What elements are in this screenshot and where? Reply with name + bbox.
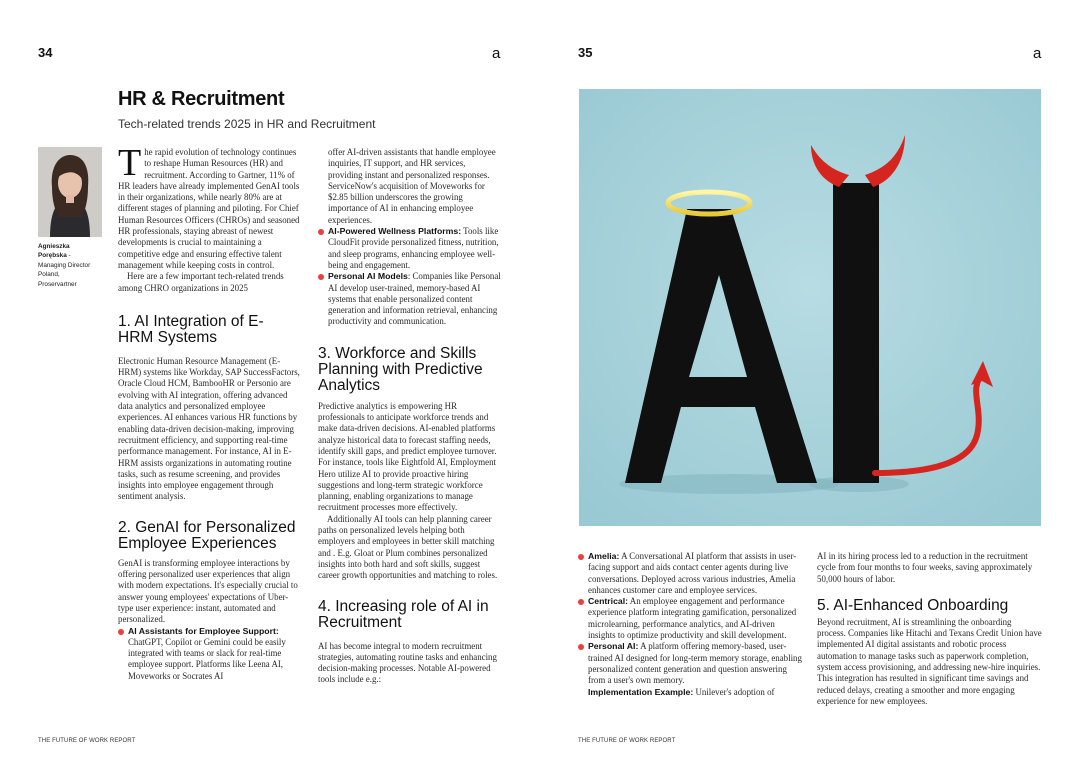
left-column-1 [118, 142, 302, 682]
bullet-text: ChatGPT, Copilot or Gemini could be easily integrated with teams or slack for real-time employee support. Platforms like Leena AI, Moveworks or Socrates AI [128, 636, 286, 681]
hero-illustration [579, 89, 1041, 526]
ai-angel-devil-image [579, 89, 1041, 526]
page-title: HR & Recruitment [118, 88, 285, 110]
bullet-text: Tools like CloudFit provide personalized fitness, nutrition, and sleep programs, enhancing employee well-being and engagement. [328, 226, 499, 270]
bullet-label: Centrical: [588, 596, 629, 607]
section-2-bullets [118, 626, 302, 682]
logo-left: a [492, 45, 501, 62]
section-4-heading: 4. Increasing role of AI in Recruitment [318, 597, 489, 631]
footer-right: THE FUTURE OF WORK REPORT [578, 738, 676, 744]
list-item [118, 626, 302, 682]
continued-text-right: AI in its hiring process led to a reduction in the recruitment cycle from four months to four weeks, saving approximately 50,000 hours of labor. [817, 551, 1033, 584]
list-item [578, 551, 802, 596]
list-item [578, 596, 802, 641]
author-portrait-image [38, 147, 102, 237]
section-4-body: AI has become integral to modern recruitment strategies, automating routine tasks and enhancing decision-making processes. Notable AI-powered tools include e.g.: [318, 640, 497, 685]
tool-bullets [578, 551, 802, 687]
section-3-body-2: Additionally AI tools can help planning career paths on personalized levels helping both employers and employees in better skill matching and . E.g. Gloat or Plum combines personalized insights into both hard and soft skills, suggest career growth opportunities and matching to roles. [318, 513, 498, 581]
section-3-body: Predictive analytics is empowering HR professionals to anticipate workforce trends and make data-driven decisions. AI-enabled platforms analyze historical data to forecast staffing needs, identify skill gaps, and predict employee turnover. For instance, tools like Eightfold AI, Employment Hero utilize AI to provide proactive hiring suggestions and long-term strategic workforce planning, enabling organizations to manage recruitment processes more effectively. [318, 400, 497, 513]
author-role: Managing Director [38, 261, 91, 269]
author-company: Proservartner [38, 280, 77, 288]
author-photo [38, 147, 102, 237]
bullet-label: AI Assistants for Employee Support: [128, 625, 279, 636]
list-item [578, 641, 802, 686]
page-subtitle: Tech-related trends 2025 in HR and Recruitment [118, 117, 376, 131]
page-number-left: 34 [38, 45, 53, 60]
bullet-label: AI-Powered Wellness Platforms: [328, 226, 462, 237]
section-5-heading: 5. AI-Enhanced Onboarding [817, 596, 1009, 614]
intro-paragraph [118, 142, 302, 271]
implementation-example [578, 687, 802, 698]
page-number-right: 35 [578, 45, 593, 60]
footer-left: THE FUTURE OF WORK REPORT [38, 738, 136, 744]
section-1-heading: 1. AI Integration of E-HRM Systems [118, 312, 264, 346]
implementation-text: Unilever's adoption of [693, 686, 775, 697]
logo-right: a [1033, 45, 1042, 62]
right-column-2 [817, 551, 1042, 707]
intro-paragraph-2: Here are a few important tech-related trends among CHRO organizations in 2025 [118, 271, 284, 293]
section-3-heading: 3. Workforce and Skills Planning with Predictive Analytics [318, 344, 483, 394]
bullet-text: An employee engagement and performance experience platform integrating gamification, personalized microlearning, performance analytics, and AI-driven insights to optimize productivity and skill development. [588, 596, 797, 641]
implementation-label: Implementation Example: [588, 686, 694, 697]
bullet-text: A platform offering memory-based, user-trained AI designed for long-term memory storage, enabling personalized content generation and question answering from a user's own memory. [588, 641, 802, 686]
drop-cap: T [118, 142, 142, 184]
author-first-name: Agnieszka [38, 243, 70, 250]
bullet-text: A Conversational AI platform that assists in user-facing support and aids contact center agents during live conversations. Deployed across various industries, Amelia enhances customer care and employee services. [588, 551, 797, 595]
author-last-name: Porębska [38, 252, 67, 260]
right-column-1 [578, 551, 802, 698]
section-2-body: GenAI is transforming employee interactions by offering personalized user experiences that align with modern expectations. It's especially crucial to answer young employees' expectations of Uber-type user experience: instant, automated and personalized. [118, 557, 298, 625]
bullet-label: Personal AI: [588, 641, 639, 652]
author-info [38, 242, 110, 289]
section-2-heading: 2. GenAI for Personalized Employee Experiences [118, 518, 296, 552]
column-2-bullets [318, 226, 501, 328]
section-1-body: Electronic Human Resource Management (E-HRM) systems like Workday, SAP SuccessFactors, Oracle Cloud HCM, BambooHR or Personio are evolving with AI integration, offering advanced data analytics and personalized employee experiences. AI enhances various HR functions by enabling data-driven decision-making, improving recruitment efficiency, and supporting real-time performance management. For instance, AI in E-HRM assists organizations in automating routine tasks, such as resume screening, and provides insights into employee engagement through sentiment analysis. [118, 355, 300, 502]
author-country: Poland, [38, 271, 60, 279]
intro-text: he rapid evolution of technology continues to reshape Human Resources (HR) and recruitment. According to Gartner, 11% of HR leaders have already implemented GenAI tools in their organizations, while nearly 80% are at different stages of planning and piloting. For Chief Human Resources Officers (CHROs) and seasoned HR professionals, staying abreast of newest developments is crucial to maintaining a competitive edge and ensuring effective talent management while keeping costs in control. [118, 147, 300, 270]
left-column-2 [318, 147, 501, 686]
bullet-label: Personal AI Models [328, 271, 408, 282]
section-5-body: Beyond recruitment, AI is streamlining the onboarding process. Companies like Hitachi and Texans Credit Union have implemented AI digital assistants and robotic process automation to manage tasks such as paperwork completion, system access provisioning, and addressing new-hire inquiries. This integration has resulted in significant time savings and reduced delays, creating a smoother and more engaging experience for new employees. [817, 616, 1042, 706]
author-name-dash: - [66, 252, 71, 260]
continued-text: offer AI-driven assistants that handle employee inquiries, IT support, and HR services, providing instant and personalized responses. ServiceNow's acquisition of Moveworks for $2.85 billion underscores the growing importance of AI in enhancing employee experiences. [328, 147, 496, 225]
bullet-label: Amelia: [588, 551, 620, 561]
list-item [318, 271, 501, 327]
list-item [318, 226, 501, 271]
bullet-text: : Companies like Personal AI develop user-trained, memory-based AI systems that enable personalized content generation and information retrieval, enhancing productivity and communication. [328, 271, 501, 327]
